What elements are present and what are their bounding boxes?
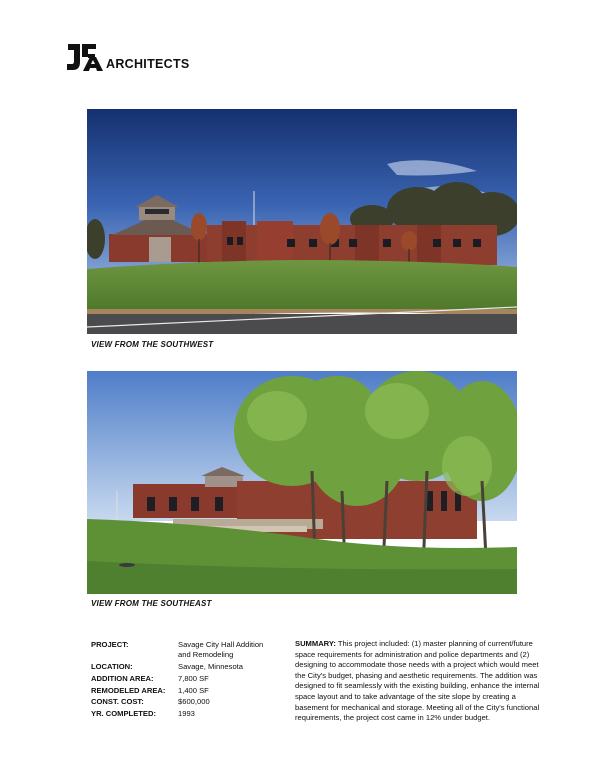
fact-value: 1993 (178, 709, 195, 719)
fact-row-project (91, 640, 271, 662)
photo-caption-southwest: VIEW FROM THE SOUTHWEST (91, 340, 214, 349)
fact-row-addition-area (91, 674, 271, 686)
fact-label: CONST. COST: (91, 697, 144, 707)
fact-label: PROJECT: (91, 640, 129, 649)
fact-label: REMODELED AREA: (91, 685, 166, 695)
photo-southwest-view (87, 109, 517, 334)
company-name: ARCHITECTS (106, 57, 190, 71)
fact-label: YR. COMPLETED: (91, 709, 156, 719)
summary-text: This project included: (1) master planning of current/future space requirements for administration and police departments and (2) designing to accommodate those needs with a project which would meet the City's budget, phasing and aesthetic requirements. The addition was designed to fit seamlessly with the existing building, enhance the internal space layout and to take advantage of the site slope by creating a basement for mechanical and storage. Meeting all of the City's functional requirements, the project cost came in 12% under budget. (295, 639, 540, 723)
fact-value: 7,800 SF (178, 673, 209, 683)
fact-row-remodeled-area (91, 686, 271, 698)
fact-value: Savage City Hall Addition and Remodeling (178, 640, 264, 659)
fact-value: 1,400 SF (178, 685, 209, 695)
fact-row-const-cost (91, 697, 271, 709)
jea-logo-mark (66, 42, 110, 72)
fact-row-location (91, 662, 271, 674)
project-facts (91, 640, 271, 721)
photo-southeast-view (87, 371, 517, 594)
fact-label: LOCATION: (91, 662, 133, 671)
fact-row-yr-completed (91, 709, 271, 721)
photo-caption-southeast: VIEW FROM THE SOUTHEAST (91, 599, 212, 608)
fact-label: ADDITION AREA: (91, 673, 154, 683)
fact-value: $600,000 (178, 697, 210, 707)
summary-label: SUMMARY: (295, 639, 336, 648)
project-summary (295, 639, 547, 724)
fact-value: Savage, Minnesota (178, 662, 244, 671)
